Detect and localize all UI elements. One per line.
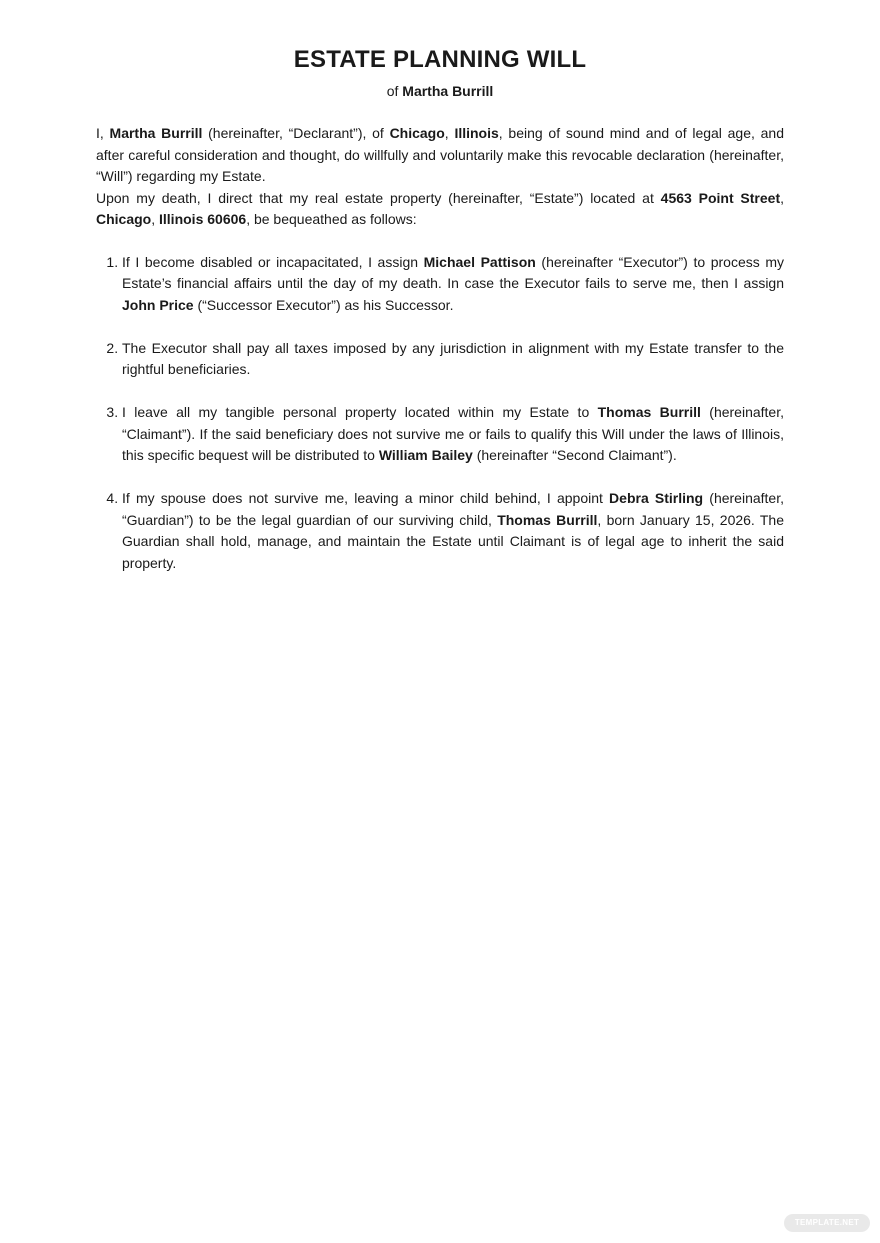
item-text: (hereinafter “Executor”) to process my Estate’s financial affairs until the day of my death. In case the Executor fails to serve me, then I assign bbox=[122, 253, 784, 291]
guardian-name: Debra Stirling bbox=[609, 490, 704, 506]
document-subtitle bbox=[96, 81, 784, 101]
second-claimant-name: William Bailey bbox=[378, 447, 473, 463]
declarant-name: Martha Burrill bbox=[402, 83, 494, 99]
item-text: I leave all my tangible personal property located within my Estate to bbox=[122, 404, 598, 420]
item-text: If my spouse does not survive me, leaving a minor child behind, I appoint bbox=[122, 490, 610, 506]
intro-text: , bbox=[444, 125, 455, 141]
successor-executor-name: John Price bbox=[122, 296, 194, 313]
item-text: (“Successor Executor”) as his Successor. bbox=[193, 296, 454, 313]
intro-text: I, bbox=[96, 125, 110, 141]
child-name: Thomas Burrill bbox=[497, 511, 598, 528]
intro-state: Illinois bbox=[454, 125, 499, 141]
intro-city: Chicago bbox=[389, 125, 445, 141]
intro-text: (hereinafter, “Declarant”), of bbox=[202, 125, 390, 141]
item-text: , born January 15, 2026. The Guardian shall hold, manage, and maintain the Estate until Claimant is of legal age to inherit the said property. bbox=[122, 511, 784, 571]
watermark-badge: TEMPLATE.NET bbox=[784, 1214, 870, 1232]
item-text: If I become disabled or incapacitated, I assign bbox=[122, 253, 424, 270]
list-item bbox=[122, 252, 784, 317]
item-text: The Executor shall pay all taxes imposed by any jurisdiction in alignment with my Estate transfer to the rightful beneficiaries. bbox=[122, 339, 784, 377]
estate-text: Upon my death, I direct that my real estate property (hereinafter, “Estate”) located at bbox=[96, 189, 661, 206]
item-text: (hereinafter, “Claimant”). If the said beneficiary does not survive me or fails to qualify this Will under the laws of Illinois, this specific bequest will be distributed to bbox=[122, 404, 784, 463]
estate-text: , bbox=[780, 189, 784, 206]
claimant-name: Thomas Burrill bbox=[597, 404, 701, 420]
estate-state-zip: Illinois 60606 bbox=[159, 211, 247, 227]
estate-paragraph bbox=[96, 188, 784, 231]
item-text: (hereinafter, “Guardian”) to be the legal guardian of our surviving child, bbox=[122, 490, 784, 528]
bequest-list bbox=[96, 252, 784, 575]
intro-text: , being of sound mind and of legal age, and after careful consideration and thought, do willfully and voluntarily make this revocable declaration (hereinafter, “Will”) regarding my Estate. bbox=[96, 125, 784, 184]
intro-declarant-name: Martha Burrill bbox=[109, 125, 203, 141]
intro-paragraph bbox=[96, 123, 784, 188]
estate-text: , bbox=[151, 211, 160, 227]
estate-street: 4563 Point Street bbox=[660, 189, 781, 206]
document-page bbox=[96, 44, 784, 596]
subtitle-prefix: of bbox=[386, 83, 403, 99]
list-item bbox=[122, 488, 784, 574]
list-item bbox=[122, 402, 784, 467]
executor-name: Michael Pattison bbox=[423, 253, 536, 270]
estate-text: , be bequeathed as follows: bbox=[246, 211, 417, 227]
item-text: (hereinafter “Second Claimant”). bbox=[472, 447, 677, 463]
estate-city: Chicago bbox=[96, 211, 152, 227]
document-title: ESTATE PLANNING WILL bbox=[293, 46, 587, 73]
list-item bbox=[122, 338, 784, 381]
